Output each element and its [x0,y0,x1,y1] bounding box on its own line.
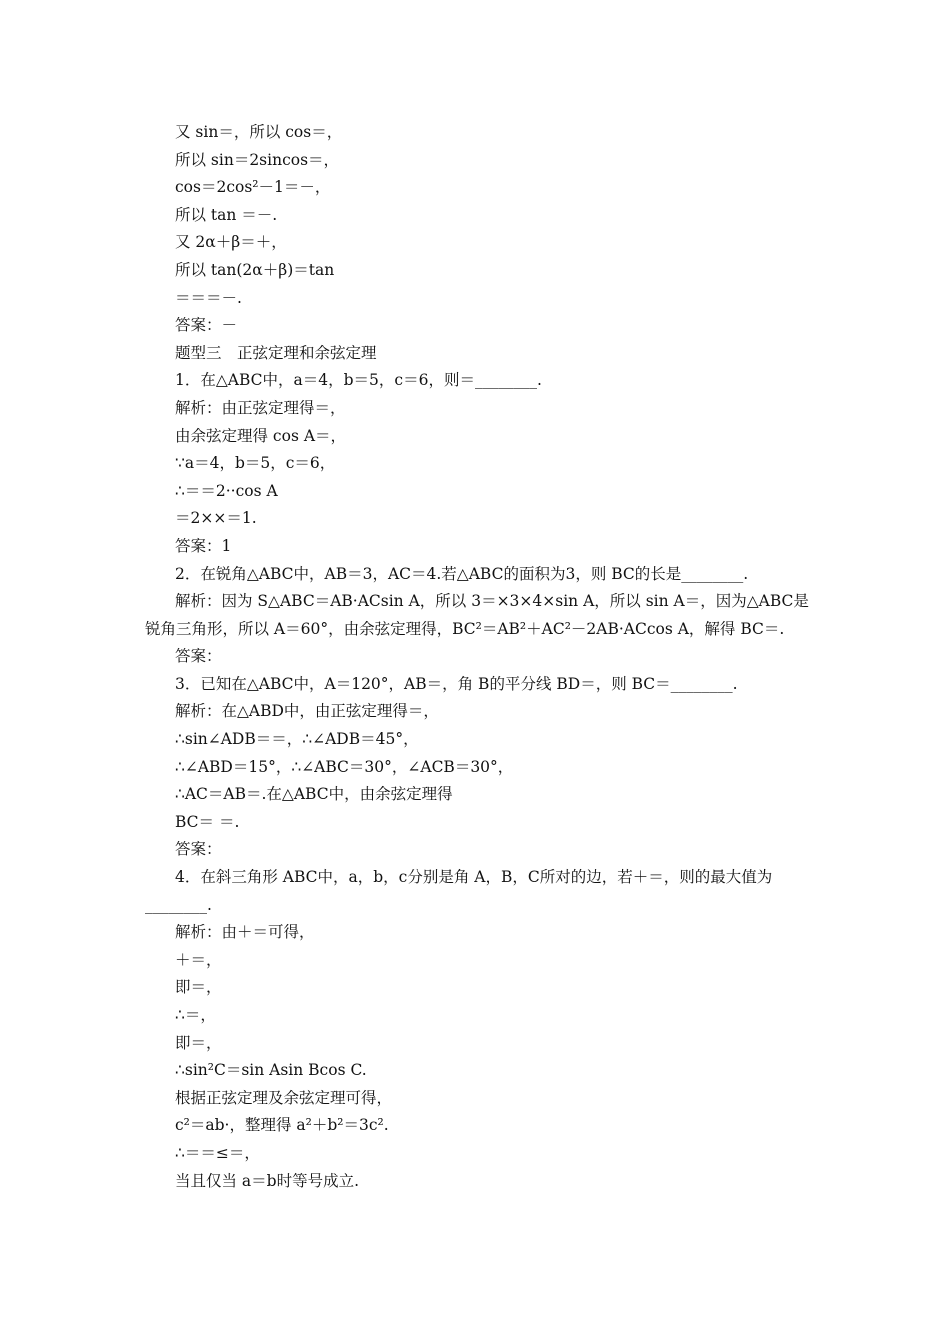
answer-line: 答案：－ [175,316,238,335]
text-line: 又 sin＝，所以 cos＝， [175,123,343,141]
question-3: 3．已知在△ABC中，A＝120°，AB＝，角 B的平分线 BD＝，则 BC＝________. [175,674,738,693]
document-body [145,119,810,1195]
question-1: 1．在△ABC中，a＝4，b＝5，c＝6，则＝________. [175,371,542,390]
text-line: ∴sin²C＝sin Asin Bcos C. [175,1061,367,1080]
section-heading: 题型三 正弦定理和余弦定理 [175,343,377,362]
answer-line: 答案：1 [175,536,232,555]
text-line: 解析：由＋＝可得， [175,923,315,942]
text-line: ∴∠ABD＝15°，∴∠ABC＝30°，∠ACB＝30°， [175,757,514,776]
answer-line: 答案： [175,647,222,666]
question-2: 2．在锐角△ABC中，AB＝3，AC＝4.若△ABC的面积为3，则 BC的长是________. [175,564,749,583]
text-line: ∴＝＝2··cos A [175,481,278,500]
text-line: ∴sin∠ADB＝＝，∴∠ADB＝45°， [175,730,419,749]
text-line: ＝＝＝－. [175,288,242,307]
text-line: ∴＝， [175,1006,216,1024]
solution-paragraph: 解析：因为 S△ABC＝AB·ACsin A，所以 3＝×3×4×sin A，所以 sin A＝，因为△ABC是锐角三角形，所以 A＝60°，由余弦定理得，BC²＝AB²＋AC²－2AB·ACcos A，解得 BC＝. [145,592,809,638]
text-line: 又 2α＋β＝＋， [175,233,287,252]
question-4: 4．在斜三角形 ABC中，a，b，c分别是角 A，B，C所对的边，若＋＝，则的最大值为________. [145,868,773,914]
text-line: 所以 tan(2α＋β)＝tan [175,260,335,279]
text-line: 解析：由正弦定理得＝， [175,398,346,417]
text-line: 即＝， [175,1033,222,1052]
text-line: BC＝ ＝. [175,812,240,831]
text-line: 所以 tan ＝－. [175,205,278,224]
text-line: 根据正弦定理及余弦定理可得， [175,1088,393,1107]
text-line: ∵a＝4，b＝5，c＝6， [175,454,336,473]
text-line: ∴AC＝AB＝.在△ABC中，由余弦定理得 [175,785,453,804]
answer-line: 答案： [175,840,222,859]
text-line: 由余弦定理得 cos A＝， [175,426,347,445]
text-line: 当且仅当 a＝b时等号成立. [175,1171,360,1190]
text-line: 解析：在△ABD中，由正弦定理得＝， [175,702,439,721]
text-line: ＋＝， [175,950,222,969]
text-line: 所以 sin＝2sincos＝， [175,150,340,169]
text-line: 即＝， [175,978,222,997]
text-line: ＝2××＝1. [175,509,257,528]
text-line: ∴＝＝≤＝， [175,1143,260,1162]
text-line: cos＝2cos²－1＝－， [175,178,331,197]
text-line: c²＝ab·，整理得 a²＋b²＝3c². [175,1116,389,1135]
